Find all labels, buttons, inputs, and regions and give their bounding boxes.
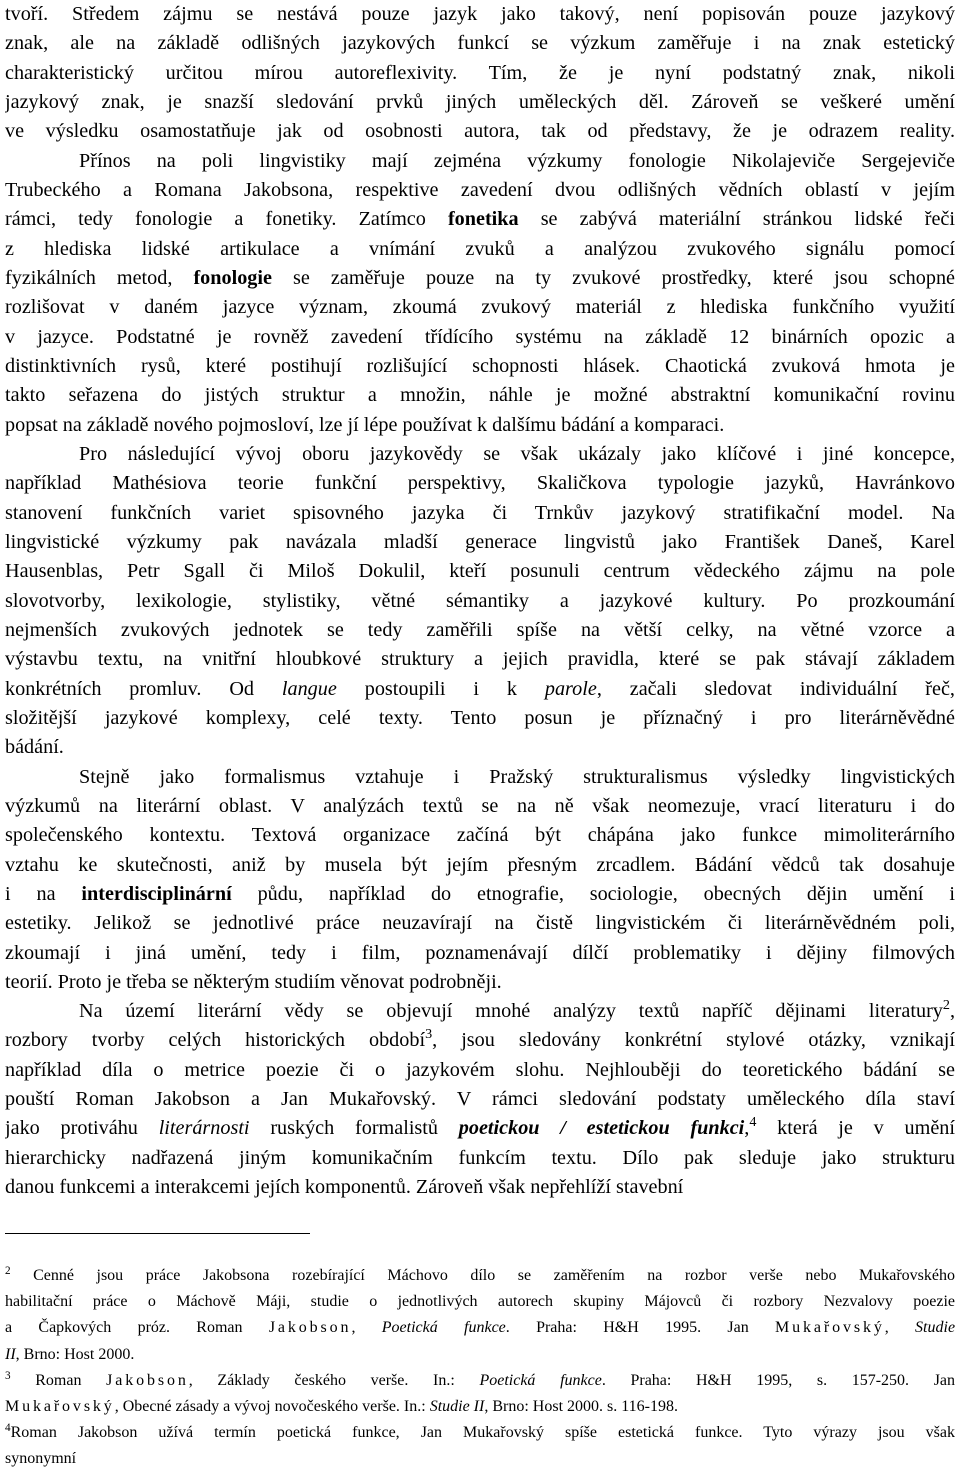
text-run: Pro následující vývoj oboru jazykovědy se však ukázaly jako klíčové i jiné koncepce, [79,442,955,465]
text-run: parole [544,677,597,700]
text-line [5,29,955,58]
text-run: danou funkcemi a interakcemi jejích komponentů. Zároveň však nepřehlíží stavební [5,1176,684,1199]
text-run: se zabývá materiální stránkou lidské řeči [518,208,955,231]
text-run: například díla o metrice poezie či o jazykovém slohu. Nejhlouběji do teoretického bádání se [5,1058,955,1081]
text-run: a Čapkových próz. Roman [5,1319,269,1337]
text-run: půdu, například do etnografie, sociologie, obecných dějin umění i [231,882,955,905]
text-run: například Mathésiova teorie funkční perspektivy, Skaličkova typologie jazyků, Havránkovo [5,472,955,495]
text-line [5,616,955,645]
text-line [5,381,955,410]
text-run: složitější jazykové komplexy, celé texty. Tento posun je příznačný i pro literárněvědné [5,706,955,729]
text-line [5,704,955,733]
text-line [5,763,955,792]
text-line [5,469,955,498]
text-line [5,205,955,234]
text-run: znak, ale na základě odlišných jazykových funkcí se výzkum zaměřuje i na znak estetický [5,32,955,55]
text-run: tvoří. Středem zájmu se nestává pouze jazyk jako takový, není popisován pouze jazykový [5,3,955,25]
text-run: poetickou / estetickou funkci [458,1117,745,1140]
text-line [5,851,955,880]
footnote-ref: 4 [5,1421,11,1434]
text-run: . Praha: H&H 1995. Jan [505,1319,776,1337]
text-run: , Brno: Host 2000. [15,1345,135,1363]
text-line [5,0,955,29]
text-run: Trubeckého a Romana Jakobsona, respektive zavedení dvou odlišných vědních oblastí v jejím [5,178,955,201]
text-run: Hausenblas, Petr Sgall či Miloš Dokulil, kteří posunuli centrum vědeckého zájmu na pole [5,560,955,583]
text-run: hierarchicky nadřazená jiným komunikačním funkcím textu. Dílo pak sleduje jako strukturu [5,1146,955,1169]
footnotes [5,1263,955,1473]
text-line [5,1173,955,1202]
text-run: Jakobson [268,1319,352,1337]
footnote-line [5,1289,955,1315]
footnote-line [5,1446,955,1472]
text-line [5,1114,955,1143]
text-run: v jazyce. Podstatné je rovněž zavedení třídícího systému na základě 12 binárních opozic a [5,325,955,348]
footnote-ref: 3 [5,1369,11,1382]
text-line [5,675,955,704]
text-run: , jsou sledovány konkrétní stylové otázky, vznikají [432,1029,955,1052]
footnote-ref: 3 [425,1026,433,1043]
text-run: nejmenších zvukových jednotek se tedy zaměřili spíše na větší celky, na větné vzorce a [5,618,955,641]
footnote-line [5,1263,955,1289]
text-run: Poetická funkce [381,1319,506,1337]
text-run: Roman Jakobson užívá termín poetická funkce, Jan Mukařovský spíše estetická funkce. Tyto výrazy jsou však [10,1424,955,1442]
text-run: ve výsledku osamostatňuje jak od osobnosti autora, tak od představy, že je odrazem reality. [5,120,955,143]
text-line [5,1085,955,1114]
text-run: distinktivních rysů, které postihují rozlišující schopnosti hlásek. Chaotická zvuková hmota je [5,354,955,377]
text-run: , [949,1000,955,1023]
text-run: fonologie [193,266,272,289]
text-line [5,557,955,586]
body-text [5,0,955,1202]
text-run: Jakobson [106,1371,189,1389]
text-run: II [5,1345,16,1363]
text-run: společenského kontextu. Textová organizace začíná být chápána jako funkce mimoliterárního [5,824,955,847]
text-run: Studie II [429,1397,485,1415]
text-run: výzkumů na literární oblast. V analýzách textů se na ně však neomezuje, vrací literaturu i do [5,794,955,817]
footnote-ref: 2 [942,997,950,1014]
text-run: rozlišovat v daném jazyce význam, zkoumá zvukový materiál z hlediska funkčního využití [5,296,955,319]
text-run: lingvistické výzkumy pak navázala mladší generace lingvistů jako František Daneš, Karel [5,530,955,553]
text-run: Cenné jsou práce Jakobsona rozebírající Máchovo dílo se zaměřením na rozbor verše nebo Mukařovského [10,1267,955,1284]
footnote-line [5,1315,955,1341]
footnote-line [5,1394,955,1420]
text-line [5,645,955,674]
text-run: jazykový znak, je snazší sledování prvků jiných uměleckých děl. Zároveň se veškeré umění [5,90,955,113]
text-run: habilitační práce o Máchově Máji, studie o jednotlivých autorech skupiny Májovců či rozbory Nezvalovy poezie [5,1293,955,1311]
text-run: ruských formalistů [249,1117,459,1140]
text-run: bádání. [5,736,64,759]
text-line [5,1026,955,1055]
text-run: charakteristický určitou mírou autoreflexivity. Tím, že je nyní podstatný znak, nikoli [5,61,955,84]
text-run: , [744,1117,750,1140]
text-run: rámci, tedy fonologie a fonetiky. Zatímco [5,208,448,231]
text-run: slovotvorby, lexikologie, stylistiky, větné sémantiky a jazykové kultury. Po prozkoumání [5,589,955,612]
text-line [5,88,955,117]
text-line [5,528,955,557]
text-run: konkrétních promluv. Od [5,677,282,700]
text-run: teorií. Proto je třeba se některým studiím věnovat podrobněji. [5,970,502,993]
text-run: , [351,1319,382,1337]
text-run: langue [281,677,337,700]
text-run: stanovení funkčních variet spisovného jazyka či Trnkův jazykový stratifikační model. Na [5,501,955,524]
text-run: postoupili i k [336,677,545,700]
text-run: Mukařovský [5,1397,115,1415]
text-run: Přínos na poli lingvistiky mají zejména výzkumy fonologie Nikolajeviče Sergejeviče [79,149,955,172]
text-run: Studie [915,1319,955,1337]
text-run: Stejně jako formalismus vztahuje i Pražský strukturalismus výsledky lingvistických [79,765,955,788]
text-line [5,909,955,938]
text-line [5,1056,955,1085]
text-line [5,997,955,1026]
text-line [5,587,955,616]
text-run: výstavbu textu, na vnitřní hloubkové struktury a jejich pravidla, které se pak stávají základem [5,648,955,671]
text-run: z hlediska lidské artikulace a vnímání zvuků a analýzou zvukového signálu pomocí [5,237,955,260]
footnote-separator [5,1233,310,1234]
footnote-line [5,1342,955,1368]
text-run: popsat na základě nového pojmosloví, lze jí lépe používat k dalšímu bádání a komparaci. [5,413,725,436]
text-line [5,440,955,469]
text-run: která je v umění [756,1117,955,1140]
text-run: i na [5,882,82,905]
text-line [5,176,955,205]
text-run: zkoumají i jiná umění, tedy i film, poznamenávají dílčí problematiky i dějiny filmových [5,941,955,964]
footnote-ref: 2 [5,1264,11,1277]
text-run: pouští Roman Jakobson a Jan Mukařovský. V rámci sledování podstaty uměleckého díla staví [5,1088,955,1111]
text-line [5,968,955,997]
text-run: estetiky. Jelikož se jednotlivé práce neuzavírají na čistě lingvistickém či literárněvědném poli, [5,912,955,935]
text-line [5,792,955,821]
text-line [5,352,955,381]
footnote-ref: 4 [749,1114,757,1131]
text-run: , začali sledovat individuální řeč, [596,677,955,700]
text-line [5,117,955,146]
text-run: , Obecné zásady a vývoj novočeského verše. In.: [114,1397,430,1415]
text-line [5,499,955,528]
text-line [5,323,955,352]
text-run: literárnosti [158,1117,250,1140]
text-run: Roman [10,1371,107,1389]
text-run: , Brno: Host 2000. s. 116-198. [484,1397,678,1415]
text-run: fonetika [447,208,519,231]
text-run: rozbory tvorby celých historických období [5,1029,426,1052]
text-run: jako protiváhu [5,1117,159,1140]
text-line [5,147,955,176]
text-line [5,880,955,909]
text-run: interdisciplinární [81,882,232,905]
text-run: synonymní [5,1450,77,1468]
text-run: Na území literární vědy se objevují mnohé analýzy textů napříč dějinami literatury [79,1000,943,1023]
text-run: takto seřazena do jistých struktur a množin, náhle je možné abstraktní komunikační rovinu [5,384,955,407]
text-run: vztahu ke skutečnosti, aniž by musela být jejím přesným zrcadlem. Bádání vědců tak dosahuje [5,853,955,876]
text-run: , [884,1319,916,1337]
text-line [5,264,955,293]
text-line [5,821,955,850]
text-run: . Praha: H&H 1995, s. 157-250. Jan [601,1371,955,1389]
text-run: Mukařovský [775,1319,885,1337]
text-line [5,235,955,264]
text-run: Poetická funkce [479,1371,602,1389]
footnote-line [5,1368,955,1394]
text-line [5,733,955,762]
footnote-line [5,1420,955,1446]
text-line [5,59,955,88]
text-line [5,293,955,322]
text-run: se zaměřuje pouze na ty zvukové prostředky, které jsou schopné [271,266,955,289]
text-run: fyzikálních metod, [5,266,194,289]
text-line [5,939,955,968]
text-line [5,411,955,440]
text-line [5,1144,955,1173]
text-run: , Základy českého verše. In.: [188,1371,480,1389]
